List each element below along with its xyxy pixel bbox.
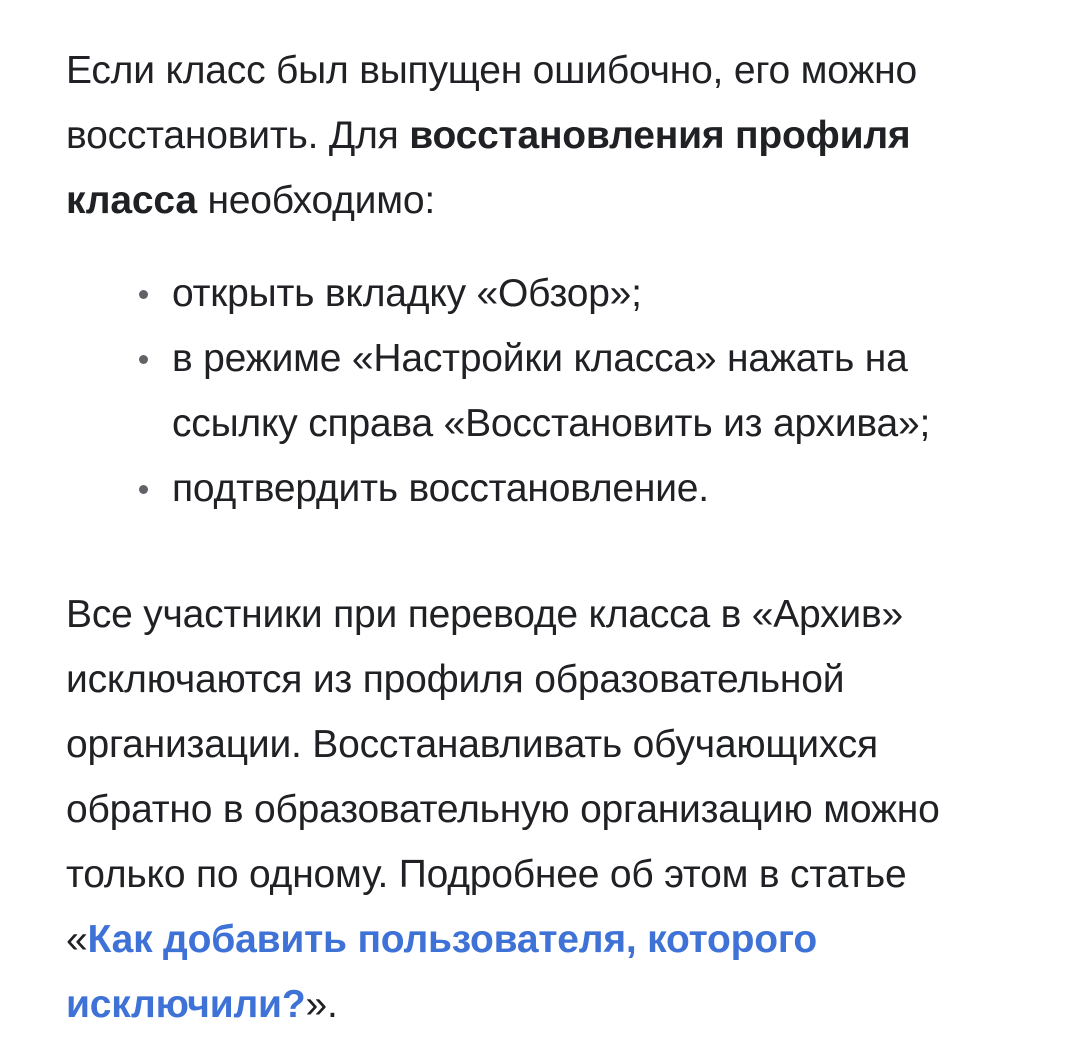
intro-bold-text: восстановления профиля класса [66,114,911,222]
archive-note-end: ». [305,983,338,1026]
archive-note-paragraph [66,582,1001,1037]
archive-note-text: Все участники при переводе класса в «Архив» исключаются из профиля образовательной организации. Восстанавливать обучающихся обратно в образовательную организацию можно только по одному. Подробнее об этом в статье « [66,593,940,961]
list-item: открыть вкладку «Обзор»; [172,261,1032,326]
intro-paragraph [66,38,996,233]
intro-text: Если класс был выпущен ошибочно, его можно восстановить. Для [66,49,917,157]
list-item: подтвердить восстановление. [172,456,1032,521]
add-excluded-user-link[interactable]: Как добавить пользователя, которого исключили? [66,918,818,1026]
intro-text-end: необходимо: [196,179,435,222]
restore-steps-list [66,261,1032,521]
list-item: в режиме «Настройки класса» нажать на ссылку справа «Восстановить из архива»; [172,326,1032,456]
article-body [66,38,1026,1037]
